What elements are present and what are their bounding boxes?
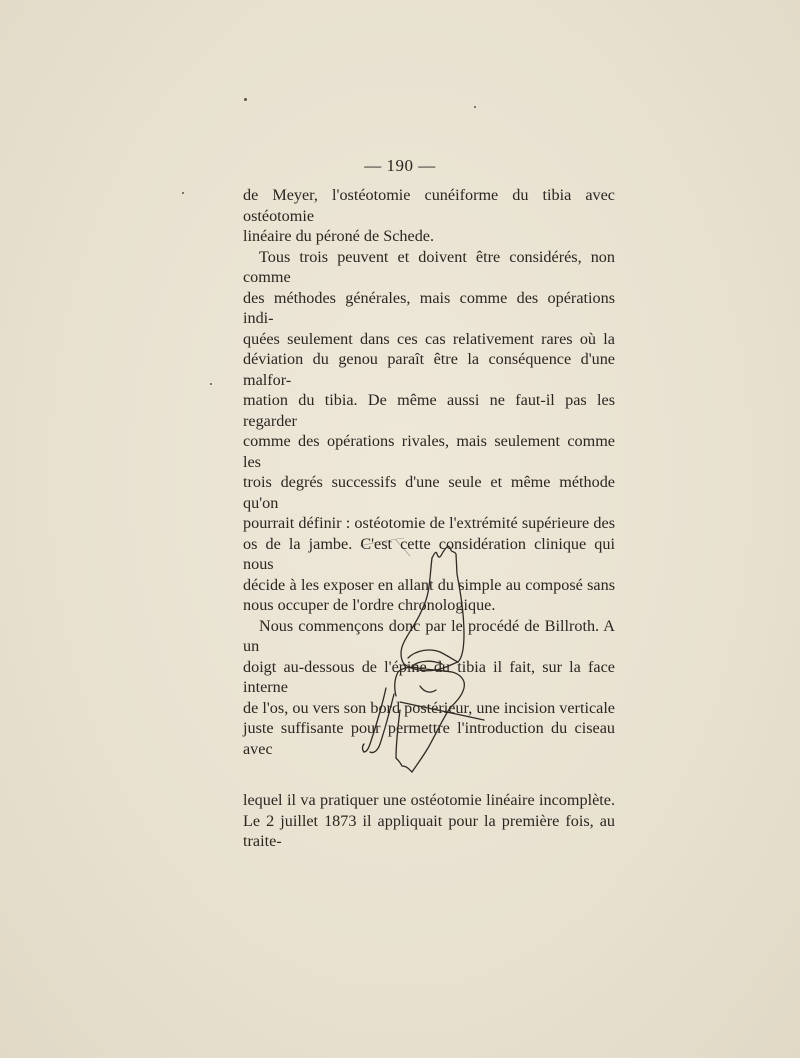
text-line: comme des opérations rivales, mais seulement comme les [243, 432, 615, 471]
text-block-bottom [243, 790, 615, 852]
text-line: de l'os, ou vers son bord postérieur, une incision verticale [243, 698, 615, 717]
text-line: mation du tibia. De même aussi ne faut-il pas les regarder [243, 391, 615, 430]
text-line: Le 2 juillet 1873 il appliquait pour la première fois, au traite- [243, 811, 615, 850]
text-line: lequel il va pratiquer une ostéotomie linéaire incomplète. [243, 791, 615, 809]
text-line: os de la jambe. C'est cette considération clinique qui nous [243, 534, 615, 573]
paragraph [243, 185, 615, 247]
text-line: Nous commençons donc par le procédé de Billroth. A un [243, 616, 615, 655]
bone-osteotomy-sketch-icon [340, 530, 510, 780]
page-number: — 190 — [364, 156, 436, 175]
text-line: décide à les exposer en allant du simple au composé sans [243, 575, 615, 594]
text-line: déviation du genou paraît être la conséquence d'une malfor- [243, 350, 615, 389]
text-line: des méthodes générales, mais comme des opérations indi- [243, 288, 615, 327]
text-line: linéaire du péroné de Schede. [243, 227, 435, 245]
text-line: nous occuper de l'ordre chronologique. [243, 596, 496, 614]
text-line: quées seulement dans ces cas relativement rares où la [243, 329, 615, 348]
text-line: pourrait définir : ostéotomie de l'extrémité supérieure des [243, 514, 615, 532]
paper-speck [182, 192, 184, 194]
paragraph [243, 790, 615, 852]
text-line: Tous trois peuvent et doivent être considérés, non comme [243, 247, 615, 286]
text-line: doigt au-dessous de l'épine du tibia il fait, sur la face interne [243, 657, 615, 696]
paper-speck [210, 383, 212, 385]
text-line: juste suffisante pour permettre l'introduction du ciseau avec [243, 719, 615, 758]
text-line: de Meyer, l'ostéotomie cunéiforme du tibia avec ostéotomie [243, 186, 615, 225]
paper-speck [244, 98, 247, 101]
text-line: trois degrés successifs d'une seule et même méthode qu'on [243, 473, 615, 512]
paper-speck [474, 106, 476, 108]
